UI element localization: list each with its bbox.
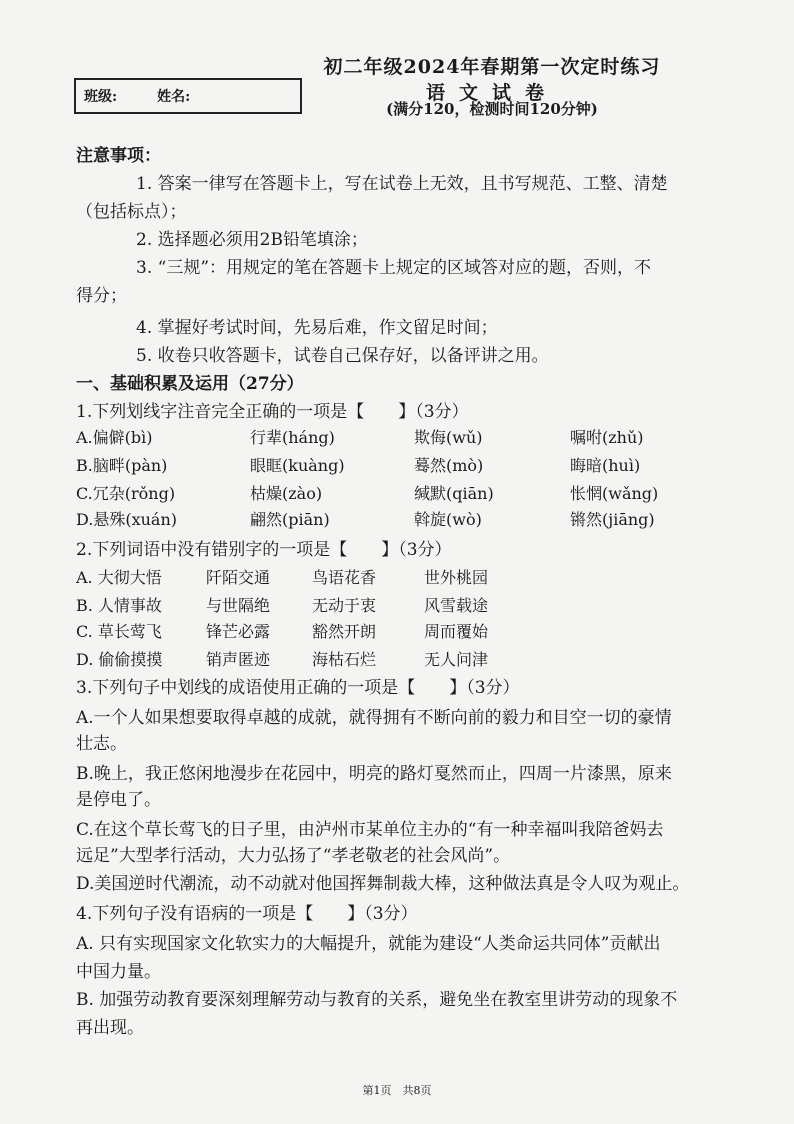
q1-option-row: [76, 454, 724, 478]
q1-option-row: [76, 482, 724, 506]
q2-word: 阡陌交通: [206, 568, 271, 587]
q2-word: 无人问津: [424, 650, 489, 669]
name-label: 姓名:: [157, 89, 191, 105]
question-2-stem: 2.下列词语中没有错别字的一项是【 】（3分）: [76, 540, 452, 560]
q2-option-row: [76, 566, 724, 590]
q4-option-a-cont: 中国力量。: [76, 962, 161, 982]
notice-item-2: 2. 选择题必须用2B铅笔填涂；: [136, 230, 368, 250]
q1-option-item: C.冗杂(rǒng): [76, 484, 176, 503]
q1-option-item: 嘱咐(zhǔ): [570, 428, 644, 447]
q3-option-b: B.晚上，我正悠闲地漫步在花园中，明亮的路灯戛然而止，四周一片漆黑，原来: [76, 764, 672, 784]
notice-item-3: 3. “三规”：用规定的笔在答题卡上规定的区域答对应的题，否则，不: [136, 258, 652, 278]
q2-option-row: [76, 648, 724, 672]
notice-item-3-cont: 得分；: [76, 286, 127, 306]
q3-option-a-cont: 壮志。: [76, 734, 127, 754]
notice-item-1-cont: （包括标点）；: [76, 202, 187, 222]
q1-option-item: 枯燥(zào): [250, 484, 323, 503]
q3-option-c-cont: 远足”大型孝行活动，大力弘扬了“孝老敬老的社会风尚”。: [76, 846, 511, 866]
q2-word: 豁然开朗: [312, 622, 377, 641]
q2-word: 与世隔绝: [206, 596, 271, 615]
q2-word: A. 大彻大悟: [76, 568, 162, 587]
notice-item-1: 1. 答案一律写在答题卡上，写在试卷上无效，且书写规范、工整、清楚: [136, 174, 668, 194]
q1-option-item: A.偏僻(bì): [76, 428, 153, 447]
question-3-stem: 3.下列句子中划线的成语使用正确的一项是【 】（3分）: [76, 678, 520, 698]
exam-meta: (满分120，检测时间120分钟): [386, 100, 598, 118]
q2-word: 周而覆始: [424, 622, 489, 641]
question-1-stem: 1.下列划线字注音完全正确的一项是【 】（3分）: [76, 402, 469, 422]
notice-heading: 注意事项：: [76, 146, 161, 166]
q2-word: 世外桃园: [424, 568, 489, 587]
q1-option-item: 行辈(háng): [250, 428, 335, 447]
q3-option-a: A.一个人如果想要取得卓越的成就，就得拥有不断向前的毅力和目空一切的豪情: [76, 708, 672, 728]
q4-option-a: A. 只有实现国家文化软实力的大幅提升，就能为建设“人类命运共同体”贡献出: [76, 934, 661, 954]
q1-option-item: D.悬殊(xuán): [76, 510, 178, 529]
q2-word: B. 人情事故: [76, 596, 162, 615]
q1-option-item: 斡旋(wò): [414, 510, 482, 529]
q2-option-row: [76, 620, 724, 644]
q3-option-c: C.在这个草长莺飞的日子里，由泸州市某单位主办的“有一种幸福叫我陪爸妈去: [76, 820, 664, 840]
class-name-box: [74, 78, 302, 114]
q2-word: 锋芒必露: [206, 622, 271, 641]
q3-option-d: D.美国逆时代潮流，动不动就对他国挥舞制裁大棒，这种做法真是令人叹为观止。: [76, 874, 690, 894]
q2-option-row: [76, 594, 724, 618]
q1-option-item: 怅惘(wǎng): [570, 484, 659, 503]
q4-option-b: B. 加强劳动教育要深刻理解劳动与教育的关系，避免坐在教室里讲劳动的现象不: [76, 990, 678, 1010]
q1-option-row: [76, 426, 724, 450]
q1-option-item: 缄默(qiān): [414, 484, 494, 503]
q1-option-item: 眼眶(kuàng): [250, 456, 345, 475]
q2-word: C. 草长莺飞: [76, 622, 162, 641]
q1-option-row: [76, 508, 724, 532]
exam-subject: 语文试卷: [425, 82, 558, 104]
q2-word: 鸟语花香: [312, 568, 377, 587]
q1-option-item: 锵然(jiāng): [570, 510, 655, 529]
section-heading: 一、基础积累及运用（27分）: [76, 374, 304, 394]
exam-title: 初二年级2024年春期第一次定时练习: [323, 56, 661, 78]
q1-option-item: 翩然(piān): [250, 510, 330, 529]
notice-item-4: 4. 掌握好考试时间，先易后难，作文留足时间；: [136, 318, 498, 338]
q1-option-item: 晦暗(huì): [570, 456, 641, 475]
class-label: 班级:: [84, 89, 118, 105]
q2-word: 海枯石烂: [312, 650, 377, 669]
q1-option-item: B.脑畔(pàn): [76, 456, 168, 475]
q1-option-item: 蓦然(mò): [414, 456, 484, 475]
q4-option-b-cont: 再出现。: [76, 1018, 144, 1038]
question-4-stem: 4.下列句子没有语病的一项是【 】（3分）: [76, 904, 418, 924]
q1-option-item: 欺侮(wǔ): [414, 428, 483, 447]
q2-word: 风雪载途: [424, 596, 489, 615]
q2-word: 无动于衷: [312, 596, 377, 615]
q2-word: D. 偷偷摸摸: [76, 650, 163, 669]
q2-word: 销声匿迹: [206, 650, 271, 669]
page-footer: 第1页 共8页: [362, 1084, 432, 1097]
q3-option-b-cont: 是停电了。: [76, 790, 161, 810]
notice-item-5: 5. 收卷只收答题卡，试卷自己保存好，以备评讲之用。: [136, 346, 549, 366]
